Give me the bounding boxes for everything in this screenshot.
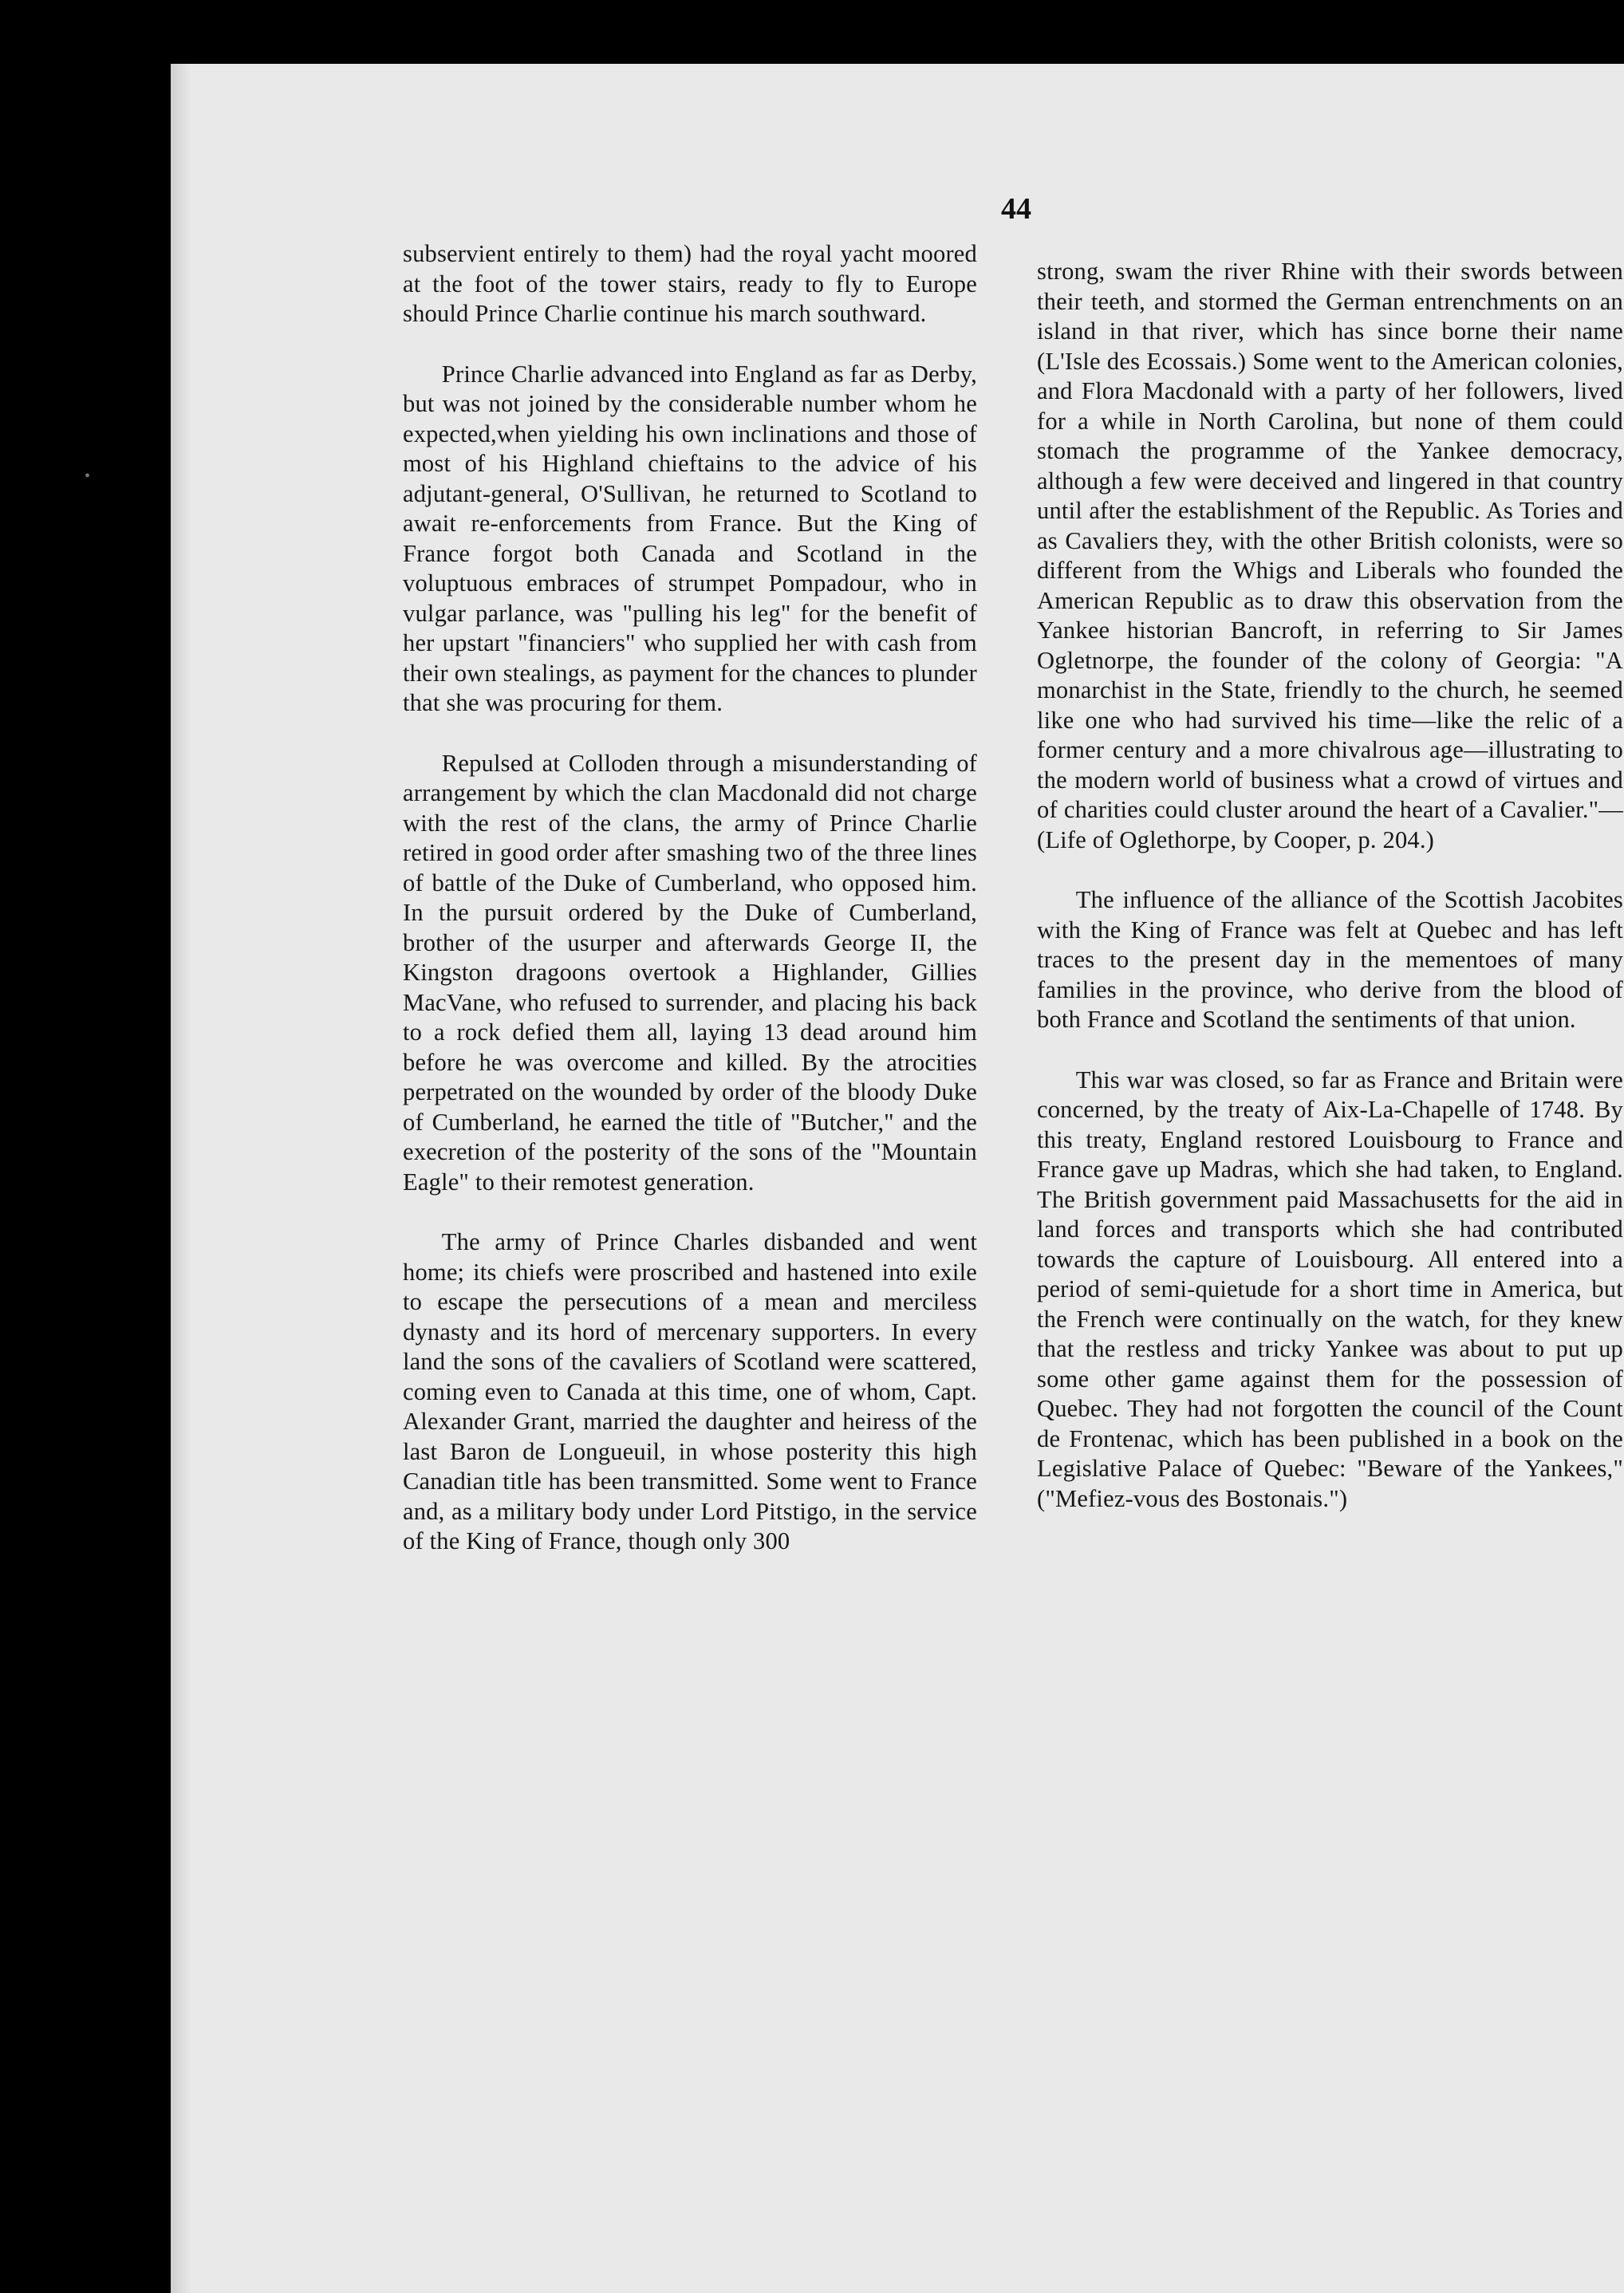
paragraph: The influence of the alliance of the Scottish Jacobites with the King of France was felt at Quebec and has left traces to the present day in the mementoes of many families in the province, who derive from the blood of both France and Scotland the sentiments of that union. (1037, 886, 1623, 1033)
right-text-column (1037, 257, 1623, 1544)
page-number: 44 (1001, 192, 1031, 226)
page-edge-shadow (171, 64, 191, 2293)
paragraph: strong, swam the river Rhine with their swords between their teeth, and stormed the German entrenchments on an island in that river, which has since borne their name (L'Isle des Ecossais.) Some went to the American colonies, and Flora Macdonald with a party of her followers, lived for a while in North Carolina, but none of them could stomach the programme of the Yankee democracy, although a few were deceived and lingered in that country until after the establishment of the Republic. As Tories and as Cavaliers they, with the other British colonists, were so different from the Whigs and Liberals who founded the American Republic as to draw this observation from the Yankee historian Bancroft, in referring to Sir James Ogletnorpe, the founder of the colony of Georgia: "A monarchist in the State, friendly to the church, he seemed like one who had survived his time—like the relic of a former century and a more chivalrous age—illustrating to the modern world of business what a crowd of virtues and of charities could cluster around the heart of a Cavalier."—(Life of Oglethorpe, by Cooper, p. 204.) (1037, 258, 1623, 853)
paragraph: This war was closed, so far as France and Britain were concerned, by the treaty of Aix-La-Chapelle of 1748. By this treaty, England restored Louisbourg to France and France gave up Madras, which she had taken, to England. The British government paid Massachusetts for the aid in land forces and transports which she had contributed towards the capture of Louisbourg. All entered into a period of semi-quietude for a short time in America, but the French were continually on the watch, for they knew that the restless and tricky Yankee was about to put up some other game against them for the possession of Quebec. They had not forgotten the council of the Count de Frontenac, which has been published in a book on the Legislative Palace of Quebec: "Beware of the Yankees," ("Mefiez-vous des Bostonais.") (1037, 1066, 1623, 1512)
paragraph: Repulsed at Colloden through a misunderstanding of arrangement by which the clan Macdonald did not charge with the rest of the clans, the army of Prince Charlie retired in good order after smashing two of the three lines of battle of the Duke of Cumberland, who opposed him. In the pursuit ordered by the Duke of Cumberland, brother of the usurper and afterwards George II, the Kingston dragoons overtook a Highlander, Gillies MacVane, who refused to surrender, and placing his back to a rock defied them all, laying 13 dead around him before he was overcome and killed. By the atrocities perpetrated on the wounded by order of the bloody Duke of Cumberland, he earned the title of "Butcher," and the execretion of the posterity of the sons of the "Mountain Eagle" to their remotest generation. (403, 749, 977, 1196)
paragraph: The army of Prince Charles disbanded and went home; its chiefs were proscribed and hastened into exile to escape the persecutions of a mean and merciless dynasty and its hord of mercenary supporters. In every land the sons of the cavaliers of Scotland were scattered, coming even to Canada at this time, one of whom, Capt. Alexander Grant, married the daughter and heiress of the last Baron de Longueuil, in whose posterity this high Canadian title has been transmitted. Some went to France and, as a military body under Lord Pitstigo, in the service of the King of France, though only 300 (403, 1228, 977, 1554)
paragraph: Prince Charlie advanced into England as far as Derby, but was not joined by the considerable number whom he expected,when yielding his own inclinations and those of most of his Highland chieftains to the advice of his adjutant-general, O'Sullivan, he returned to Scotland to await re-enforcements from France. But the King of France forgot both Canada and Scotland in the voluptuous embraces of strumpet Pompadour, who in vulgar parlance, was "pulling his leg" for the benefit of her upstart "financiers" who supplied her with cash from their own stealings, as payment for the chances to plunder that she was procuring for them. (403, 360, 977, 716)
paragraph: subservient entirely to them) had the royal yacht moored at the foot of the tower stairs, ready to fly to Europe should Prince Charlie continue his march southward. (403, 240, 977, 327)
left-text-column (403, 239, 977, 1587)
scan-speck: • (85, 467, 91, 485)
